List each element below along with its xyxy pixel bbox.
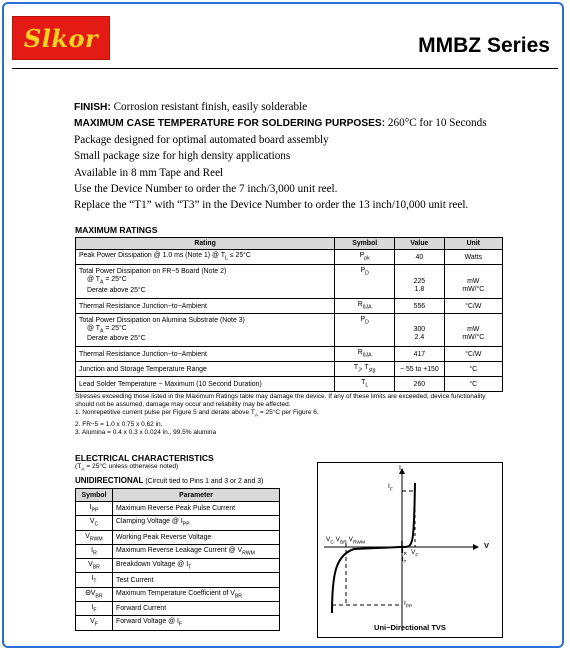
feature-finish: [74, 99, 544, 115]
note-3: 3. Alumina = 0.4 x 0.3 x 0.024 in., 99.5% alumina: [75, 428, 217, 436]
header-divider: [12, 68, 558, 69]
rating-cell: Thermal Resistance Junction−to−Ambient: [76, 299, 335, 314]
symbol-cell: $I_R$: [76, 544, 113, 558]
slkor-logo: [12, 16, 110, 60]
symbol-cell: $R_{\theta JA}$: [335, 299, 395, 314]
unit-cell: mW mW/°C: [444, 314, 502, 347]
table-row: [76, 265, 503, 299]
parameter-cell: Test Current: [113, 573, 280, 587]
parameter-cell: Clamping Voltage @ $I_{PP}$: [113, 516, 280, 530]
if-label: $I_F$: [388, 483, 393, 493]
table-row: [76, 250, 503, 265]
table-row: [76, 544, 280, 558]
symbol-cell: $I_T$: [76, 573, 113, 587]
max-ratings-title: MAXIMUM RATINGS: [75, 225, 158, 235]
vf-label: $V_F$: [411, 549, 419, 559]
col-symbol: Symbol: [335, 238, 395, 250]
elec-condition: ($T_A = 25^\circ C$ unless otherwise noted): [75, 463, 179, 473]
value-cell: 556: [395, 299, 444, 314]
rating-cell: Junction and Storage Temperature Range: [76, 362, 335, 377]
table-row: [76, 587, 280, 601]
col-value: Value: [395, 238, 444, 250]
rating-cell: Thermal Resistance Junction−to−Ambient: [76, 347, 335, 362]
features-list: [74, 99, 544, 214]
note-2: 2. FR−5 = 1.0 x 0.75 x 0.62 in.: [75, 420, 163, 428]
feature-line: Use the Device Number to order the 7 inch/3,000 unit reel.: [74, 182, 338, 195]
col-parameter: Parameter: [113, 489, 280, 502]
table-row: [76, 516, 280, 530]
parameter-cell: Maximum Temperature Coefficient of $V_{BR}$: [113, 587, 280, 601]
value-cell: 417: [395, 347, 444, 362]
value-cell: 225 1.8: [395, 265, 444, 299]
parameter-cell: Maximum Reverse Peak Pulse Current: [113, 502, 280, 516]
unit-cell: °C/W: [444, 347, 502, 362]
unit-cell: mW mW/°C: [444, 265, 502, 299]
table-row: [76, 314, 503, 347]
symbol-cell: $P_D$: [335, 265, 395, 299]
symbol-cell: $I_{PP}$: [76, 502, 113, 516]
elec-title: ELECTRICAL CHARACTERISTICS: [75, 453, 214, 463]
value-cell: 300 2.4: [395, 314, 444, 347]
ir-it-label: $I_R$ $I_T$: [402, 549, 407, 565]
symbol-cell: $R_{\theta JA}$: [335, 347, 395, 362]
table-row: [76, 530, 280, 544]
temp-text: 260°C for 10 Seconds: [385, 117, 487, 130]
feature-temp: [74, 115, 544, 131]
series-title: MMBZ Series: [418, 34, 550, 57]
i-axis-label: I: [399, 465, 401, 472]
symbol-cell: $\Theta V_{BR}$: [76, 587, 113, 601]
rating-cell: Peak Power Dissipation @ 1.0 ms (Note 1) @ $T_L \le 25^\circ C$: [76, 250, 335, 265]
table-row: [76, 602, 280, 616]
finish-label: FINISH:: [74, 102, 111, 113]
table-row: [76, 573, 280, 587]
unit-cell: Watts: [444, 250, 502, 265]
parameter-cell: Breakdown Voltage @ $I_T$: [113, 559, 280, 573]
table-row: [76, 559, 280, 573]
finish-text: Corrosion resistant finish, easily solderable: [110, 101, 308, 113]
value-cell: 40: [395, 250, 444, 265]
value-cell: − 55 to +150: [395, 362, 444, 377]
ipp-label: $I_{PP}$: [404, 600, 413, 610]
value-cell: 260: [395, 377, 444, 392]
parameter-cell: Maximum Reverse Leakage Current @ $V_{RWM}$: [113, 544, 280, 558]
uni-heading: UNIDIRECTIONAL (Circuit tied to Pins 1 and 3 or 2 and 3): [75, 476, 264, 485]
stress-note: Stresses exceeding those listed in the Maximum Ratings table may damage the device. If any of these limits are exceeded, device functionality should not be assumed, damage may occur and reliability may be affected.: [75, 393, 486, 409]
feature-line: Replace the “T1” with “T3” in the Device Number to order the 13 inch/10,000 unit reel.: [74, 199, 469, 212]
unit-cell: °C: [444, 377, 502, 392]
iv-curve-diagram: [317, 462, 503, 638]
parameter-cell: Forward Current: [113, 602, 280, 616]
v-axis-label: V: [484, 541, 490, 550]
col-unit: Unit: [444, 238, 502, 250]
table-row: [76, 377, 503, 392]
logo-text: Slkor: [23, 24, 99, 53]
symbol-table: [75, 488, 280, 631]
symbol-cell: $V_{BR}$: [76, 559, 113, 573]
feature-line: Available in 8 mm Tape and Reel: [74, 166, 224, 179]
ratings-notes: [75, 393, 505, 437]
feature-line: Small package size for high density applications: [74, 150, 291, 163]
unit-cell: °C/W: [444, 299, 502, 314]
col-rating: Rating: [76, 238, 335, 250]
parameter-cell: Working Peak Reverse Voltage: [113, 530, 280, 544]
table-row: [76, 616, 280, 630]
col-symbol: Symbol: [76, 489, 113, 502]
table-row: [76, 347, 503, 362]
table-row: [76, 299, 503, 314]
symbol-cell: $T_J$, $T_{stg}$: [335, 362, 395, 377]
table-row: [76, 502, 280, 516]
rating-cell: Lead Solder Temperature − Maximum (10 Second Duration): [76, 377, 335, 392]
symbol-cell: $V_{RWM}$: [76, 530, 113, 544]
diagram-caption: Uni−Directional TVS: [374, 623, 446, 632]
feature-line: Package designed for optimal automated board assembly: [74, 133, 329, 146]
symbol-cell: $P_{pk}$: [335, 250, 395, 265]
symbol-cell: $V_F$: [76, 616, 113, 630]
max-ratings-table: [75, 237, 503, 392]
symbol-cell: $P_D$: [335, 314, 395, 347]
table-row: [76, 362, 503, 377]
vc-vbr-vrwm-label: $V_C$ $V_{BR}$ $V_{RWM}$: [326, 536, 365, 546]
symbol-cell: $T_L$: [335, 377, 395, 392]
note-1: 1. Nonrepetitive current pulse per Figure 5 and derate above $T_A = 25^\circ C$ per Figure 6.: [75, 409, 319, 419]
temp-label: MAXIMUM CASE TEMPERATURE FOR SOLDERING PURPOSES:: [74, 118, 386, 130]
rating-cell: Total Power Dissipation on FR−5 Board (Note 2) @ $T_A = 25^\circ C$ Derate above 25°C: [76, 265, 335, 299]
symbol-cell: $I_F$: [76, 602, 113, 616]
parameter-cell: Forward Voltage @ $I_F$: [113, 616, 280, 630]
rating-cell: Total Power Dissipation on Alumina Substrate (Note 3) @ $T_A = 25^\circ C$ Derate above 25°C: [76, 314, 335, 347]
unit-cell: °C: [444, 362, 502, 377]
symbol-cell: $V_C$: [76, 516, 113, 530]
